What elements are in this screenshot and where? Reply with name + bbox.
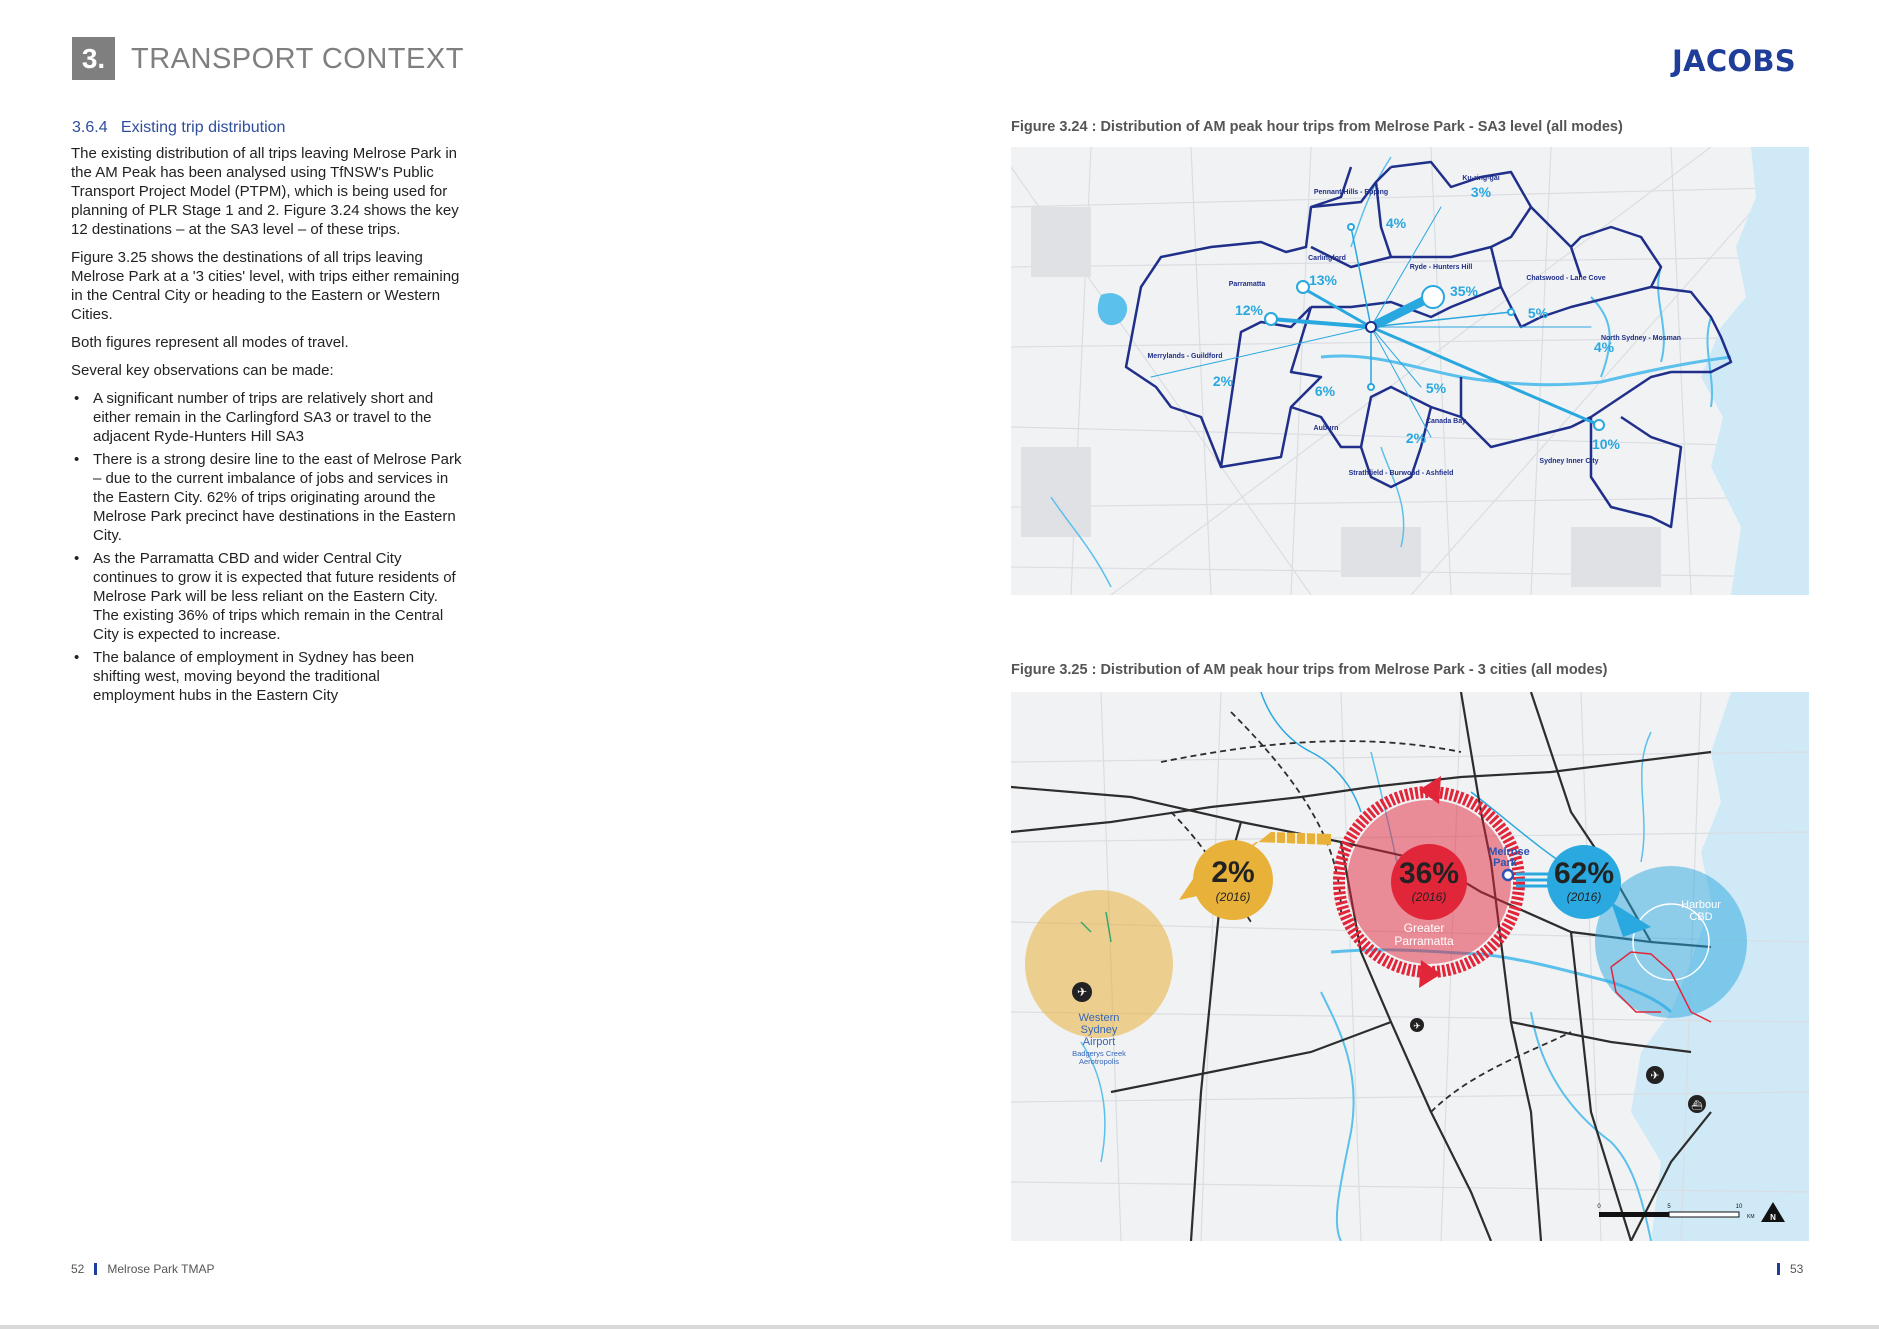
region-label: Strathfield - Burwood - Ashfield [1348,470,1454,477]
eastern-share-value: 62% [1553,857,1615,890]
section-number-badge: 3. [72,37,115,80]
western-share-year: (2016) [1215,890,1251,904]
percentage-label: 6% [1314,383,1336,399]
percentage-label: 35% [1449,283,1479,299]
percentage-label: 13% [1308,272,1338,288]
region-label: Merrylands - Guildford [1147,353,1223,360]
paragraph: The existing distribution of all trips leaving Melrose Park in the AM Peak has been analysed using TfNSW's Public Transport Project Model (PTPM), which is being used for planning of PLR Stage 1 and 2. Figure 3.24 shows the key 12 destinations – at the SA3 level – of these trips. [71,145,459,238]
region-label: Carlingford [1308,255,1346,262]
document-title: Melrose Park TMAP [107,1262,215,1276]
footer-divider [94,1263,97,1275]
footer-divider [1777,1263,1780,1275]
region-label: Ku-ring-gai [1462,175,1500,182]
page-number-left: 52 [71,1262,85,1276]
percentage-label: 12% [1234,302,1264,318]
western-airport-label: Airport [1082,1036,1116,1048]
observations-list [71,389,464,705]
scale-unit: KM [1747,1214,1755,1220]
region-label: Pennant Hills - Epping [1313,189,1389,196]
western-airport-label: Western [1078,1012,1120,1024]
region-label: Ryde - Hunters Hill [1409,264,1473,271]
region-label: Auburn [1313,425,1339,432]
svg-text:⛴: ⛴ [1691,1101,1703,1111]
paragraph: Figure 3.25 shows the destinations of all trips leaving Melrose Park at a '3 cities' level, with trips either remaining in the Central City or heading to the Eastern or Western Cities. [71,249,460,323]
region-label: Canada Bay [1425,418,1467,425]
body-text [71,144,464,709]
scale-tick: 10 [1735,1204,1743,1210]
eastern-city-label: CBD [1689,911,1713,923]
central-share-year: (2016) [1411,890,1447,904]
subsection-heading: 3.6.4 Existing trip distribution [72,119,286,136]
eastern-share-year: (2016) [1566,890,1602,904]
aerotropolis-label: Badgerys Creek [1072,1049,1126,1058]
percentage-label: 10% [1591,436,1621,452]
percentage-label: 5% [1527,305,1549,321]
western-airport-label: Sydney [1080,1024,1118,1036]
sa3-map-svg [1011,147,1809,595]
percentage-label: 4% [1593,339,1615,355]
region-label: Parramatta [1228,281,1266,288]
percentage-label: 2% [1212,373,1234,389]
region-label: North Sydney - Mosman [1600,335,1682,342]
percentage-label: 4% [1385,215,1407,231]
melrose-park-label: Park [1493,857,1517,869]
central-city-label: Parramatta [1394,934,1454,948]
western-share-value: 2% [1211,856,1255,889]
jacobs-logo: JACOBS [1672,44,1796,78]
scale-tick: 5 [1667,1204,1671,1210]
central-city-label: Greater [1403,921,1445,935]
figure-3-24-caption: Figure 3.24 : Distribution of AM peak hour trips from Melrose Park - SA3 level (all modes) [1011,119,1623,135]
melrose-park-label: Melrose [1488,846,1530,858]
svg-text:✈: ✈ [1650,1069,1660,1082]
percentage-label: 3% [1470,184,1492,200]
page-number-right: 53 [1790,1262,1804,1276]
list-item: • As the Parramatta CBD and wider Central City continues to grow it is expected that future residents of Melrose Park will be less reliant on the Eastern City. The existing 36% of trips which remain in the Central City is expected to increase. [71,549,464,644]
svg-text:✈: ✈ [1076,985,1088,999]
paragraph: Both figures represent all modes of travel. [71,334,349,351]
aerotropolis-label: Aerotropolis [1078,1057,1120,1066]
list-item: • The balance of employment in Sydney has been shifting west, moving beyond the traditional employment hubs in the Eastern City [71,648,464,705]
region-label: Sydney Inner City [1539,458,1599,465]
svg-text:✈: ✈ [1413,1022,1421,1032]
page-bottom-divider [0,1325,1879,1329]
central-share-value: 36% [1398,857,1460,890]
north-label: N [1770,1213,1776,1222]
figure-3-24-map [1011,147,1809,595]
footer-right [1777,1262,1803,1276]
scale-tick: 0 [1597,1204,1601,1210]
three-cities-map-svg [1011,692,1809,1241]
paragraph: Several key observations can be made: [71,362,334,379]
list-item: • There is a strong desire line to the east of Melrose Park – due to the current imbalance of jobs and services in the Eastern City. 62% of trips originating around the Melrose Park precinct have destinations in the Eastern City. [71,450,464,545]
eastern-city-label: Harbour [1681,899,1721,911]
percentage-label: 2% [1405,430,1427,446]
region-label: Chatswood - Lane Cove [1526,275,1606,282]
figure-3-25-caption: Figure 3.25 : Distribution of AM peak hour trips from Melrose Park - 3 cities (all modes) [1011,662,1608,678]
figure-3-25-map [1011,692,1809,1241]
list-item: • A significant number of trips are relatively short and either remain in the Carlingford SA3 or travel to the adjacent Ryde-Hunters Hill SA3 [71,389,464,446]
footer-left [71,1262,215,1276]
percentage-label: 5% [1425,380,1447,396]
section-title: TRANSPORT CONTEXT [131,43,464,75]
